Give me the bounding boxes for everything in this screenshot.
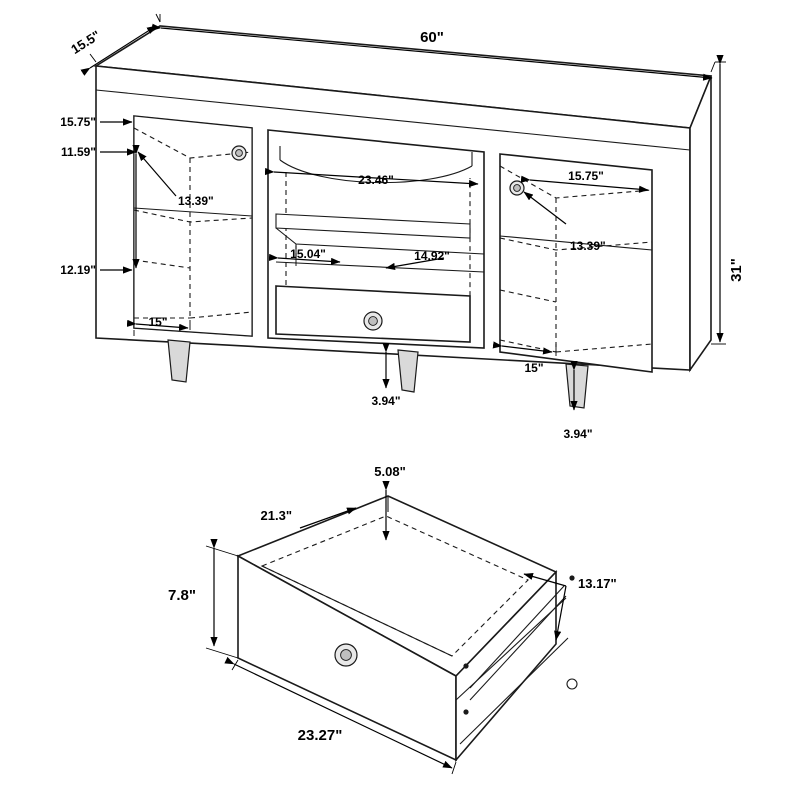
- label-center-shelf-depth: 14.92": [414, 249, 450, 263]
- label-left-shelf-clearance: 11.59": [60, 145, 96, 159]
- label-overall-depth: 15.5": [68, 27, 103, 57]
- label-overall-height: 31": [728, 258, 745, 282]
- drawer-knob[interactable]: [335, 644, 357, 666]
- label-overall-width: 60": [420, 29, 444, 46]
- label-center-lower-shelf-width: 15.04": [290, 247, 326, 261]
- label-right-interior-depth: 13.39": [570, 239, 606, 253]
- console-body: [96, 26, 711, 408]
- drawer-body: [238, 496, 577, 760]
- label-left-interior-width: 15": [148, 315, 168, 329]
- label-leg-height-right: 3.94": [563, 427, 593, 441]
- label-drawer-front-width: 23.27": [297, 727, 343, 744]
- label-drawer-front-height: 7.8": [168, 587, 196, 604]
- leg-center: [398, 350, 418, 392]
- right-door-knob[interactable]: [510, 181, 524, 195]
- center-drawer-knob[interactable]: [364, 312, 382, 330]
- label-right-interior-width: 15": [524, 361, 544, 375]
- leg-left: [168, 340, 190, 382]
- left-door-knob[interactable]: [232, 146, 246, 160]
- leg-right: [566, 364, 588, 408]
- label-left-top-opening: 15.75": [60, 115, 96, 129]
- label-drawer-interior-height: 5.08": [374, 464, 406, 479]
- label-center-opening-width: 23.46": [358, 173, 394, 187]
- label-right-top-opening: 15.75": [568, 169, 604, 183]
- label-leg-height-center: 3.94": [371, 394, 401, 408]
- label-left-interior-depth: 13.39": [178, 194, 214, 208]
- label-drawer-side-depth: 13.17": [578, 576, 617, 591]
- label-left-lower-height: 12.19": [60, 263, 96, 277]
- label-drawer-back-width: 21.3": [260, 508, 292, 523]
